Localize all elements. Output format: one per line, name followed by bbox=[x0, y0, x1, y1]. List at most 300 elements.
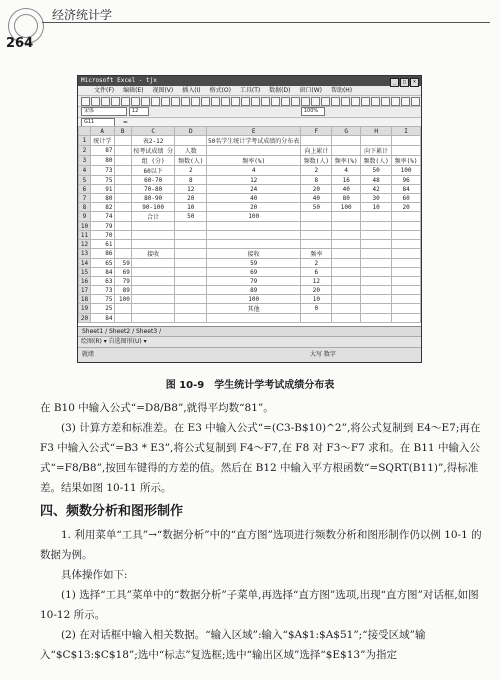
cell[interactable] bbox=[301, 136, 332, 146]
status-bar bbox=[78, 347, 422, 362]
toolbar-button-icon[interactable] bbox=[211, 97, 220, 106]
cell[interactable]: 100 bbox=[332, 203, 361, 212]
cell[interactable]: 50 bbox=[361, 166, 392, 176]
cell[interactable]: 10 bbox=[175, 203, 207, 212]
cell[interactable] bbox=[131, 286, 175, 295]
cell[interactable] bbox=[332, 249, 361, 259]
minimize-button[interactable]: _ bbox=[390, 78, 399, 87]
figure-caption: 图 10-9 学生统计学考试成绩分布表 bbox=[165, 380, 335, 391]
cell[interactable] bbox=[114, 156, 131, 166]
spreadsheet-grid bbox=[78, 126, 421, 326]
cell[interactable]: 其他 bbox=[207, 304, 301, 314]
cell[interactable] bbox=[361, 249, 392, 259]
close-button[interactable]: × bbox=[410, 78, 419, 87]
cell[interactable]: 12 bbox=[301, 277, 332, 286]
cell[interactable] bbox=[207, 231, 301, 240]
toolbar-button-icon[interactable] bbox=[121, 97, 130, 106]
cell[interactable] bbox=[175, 136, 207, 146]
table-row bbox=[79, 156, 421, 166]
table-row bbox=[79, 222, 421, 231]
column-header[interactable]: I bbox=[392, 127, 421, 136]
cell[interactable]: 频数(人) bbox=[301, 156, 332, 166]
menu-window[interactable]: 窗口(W) bbox=[299, 87, 323, 94]
decorative-circle bbox=[14, 14, 38, 38]
cell[interactable]: 40 bbox=[301, 194, 332, 203]
cell[interactable] bbox=[114, 231, 131, 240]
cell[interactable] bbox=[131, 304, 175, 314]
cell[interactable]: 60-70 bbox=[131, 176, 175, 185]
row-header[interactable]: 6 bbox=[79, 185, 91, 194]
toolbar-button-icon[interactable] bbox=[301, 97, 310, 106]
cell[interactable] bbox=[114, 249, 131, 259]
section-heading: 四、频数分析和图形制作 bbox=[40, 504, 184, 519]
cell[interactable]: 91 bbox=[90, 185, 114, 194]
cell[interactable]: 100 bbox=[114, 295, 131, 304]
table-row bbox=[79, 268, 421, 277]
toolbar-button-icon[interactable] bbox=[171, 97, 180, 106]
row-header[interactable]: 18 bbox=[79, 295, 91, 304]
cell[interactable] bbox=[332, 136, 361, 146]
font-size-select[interactable]: 12 bbox=[129, 107, 149, 116]
cell[interactable]: 24 bbox=[207, 185, 301, 194]
table-row bbox=[79, 146, 421, 156]
row-header[interactable]: 7 bbox=[79, 194, 91, 203]
cell[interactable] bbox=[301, 240, 332, 249]
column-header[interactable] bbox=[79, 127, 91, 136]
cell[interactable] bbox=[301, 212, 332, 222]
cell[interactable]: 79 bbox=[114, 277, 131, 286]
table-row bbox=[79, 212, 421, 222]
cell[interactable] bbox=[114, 304, 131, 314]
cell[interactable]: 50 bbox=[175, 212, 207, 222]
table-row bbox=[79, 176, 421, 185]
toolbar-button-icon[interactable] bbox=[131, 97, 140, 106]
cell[interactable]: 8 bbox=[175, 176, 207, 185]
drawing-toolbar bbox=[78, 336, 422, 347]
cell[interactable]: 6 bbox=[301, 268, 332, 277]
cell[interactable]: 8 bbox=[301, 176, 332, 185]
row-header[interactable]: 13 bbox=[79, 249, 91, 259]
cell[interactable]: 75 bbox=[90, 295, 114, 304]
cell[interactable]: 10 bbox=[301, 295, 332, 304]
toolbar-button-icon[interactable] bbox=[151, 97, 160, 106]
cell[interactable]: 100 bbox=[207, 212, 301, 222]
cell[interactable]: 73 bbox=[90, 166, 114, 176]
cell[interactable]: 61 bbox=[90, 240, 114, 249]
cell[interactable]: 频率(%) bbox=[392, 156, 421, 166]
cell[interactable] bbox=[392, 286, 421, 295]
cell[interactable] bbox=[114, 194, 131, 203]
cell[interactable] bbox=[392, 249, 421, 259]
cell[interactable] bbox=[361, 259, 392, 268]
cell[interactable]: 60以下 bbox=[131, 166, 175, 176]
cell[interactable]: 合计 bbox=[131, 212, 175, 222]
cell[interactable] bbox=[332, 240, 361, 249]
cell[interactable] bbox=[392, 240, 421, 249]
toolbar-button-icon[interactable] bbox=[221, 97, 230, 106]
cell[interactable]: 频率 bbox=[301, 249, 332, 259]
cell[interactable]: 87 bbox=[90, 146, 114, 156]
cell[interactable] bbox=[175, 240, 207, 249]
cell[interactable] bbox=[361, 268, 392, 277]
cell[interactable]: 20 bbox=[207, 203, 301, 212]
cell[interactable] bbox=[392, 295, 421, 304]
toolbar-button-icon[interactable] bbox=[201, 97, 210, 106]
row-header[interactable]: 12 bbox=[79, 240, 91, 249]
cell[interactable]: 频数(人) bbox=[361, 156, 392, 166]
drawing-menu[interactable]: 绘图(R) ▾ 自选图形(U) ▾ bbox=[81, 338, 147, 345]
cell[interactable]: 84 bbox=[90, 268, 114, 277]
formatting-toolbar bbox=[78, 107, 421, 118]
cell[interactable]: 84 bbox=[90, 314, 114, 323]
cell[interactable]: 96 bbox=[392, 176, 421, 185]
cell[interactable] bbox=[131, 295, 175, 304]
column-header[interactable]: B bbox=[114, 127, 131, 136]
menu-view[interactable]: 视图(V) bbox=[152, 87, 174, 94]
cell[interactable]: 84 bbox=[392, 185, 421, 194]
toolbar-button-icon[interactable] bbox=[361, 97, 370, 106]
toolbar-button-icon[interactable] bbox=[241, 97, 250, 106]
toolbar-button-icon[interactable] bbox=[311, 97, 320, 106]
paragraph: (1) 选择“工具”菜单中的“数据分析”子菜单,再选择“直方图”选项,出现“直方图”对话框,如图 10-12 所示。 bbox=[40, 589, 479, 621]
page-number: 264 bbox=[6, 36, 34, 51]
font-name-select[interactable]: 宋体 bbox=[81, 107, 127, 116]
cell[interactable] bbox=[175, 295, 207, 304]
cell[interactable] bbox=[131, 240, 175, 249]
sheet-tab-bar bbox=[78, 326, 422, 336]
cell[interactable]: 12 bbox=[175, 185, 207, 194]
table-row bbox=[79, 277, 421, 286]
row-header[interactable]: 2 bbox=[79, 146, 91, 156]
cell[interactable]: 63 bbox=[90, 277, 114, 286]
cell[interactable] bbox=[175, 222, 207, 231]
cell[interactable] bbox=[392, 222, 421, 231]
cell-table bbox=[78, 126, 421, 323]
toolbar-button-icon[interactable] bbox=[411, 97, 420, 106]
cell[interactable] bbox=[361, 304, 392, 314]
cell[interactable] bbox=[332, 222, 361, 231]
cell[interactable] bbox=[392, 259, 421, 268]
cell[interactable]: 100 bbox=[392, 166, 421, 176]
cell[interactable] bbox=[332, 277, 361, 286]
cell[interactable]: 接收 bbox=[131, 249, 175, 259]
cell[interactable] bbox=[361, 212, 392, 222]
cell[interactable]: 82 bbox=[90, 203, 114, 212]
excel-window bbox=[77, 75, 422, 363]
menu-format[interactable]: 格式(O) bbox=[209, 87, 231, 94]
cell[interactable] bbox=[361, 314, 392, 323]
table-row bbox=[79, 240, 421, 249]
cell[interactable]: 70-80 bbox=[131, 185, 175, 194]
paragraph: (3) 计算方差和标准差。在 E3 中输入公式“=(C3-B$10)^2”,将公式复制到 E4～E7;再在 F3 中输入公式“=B3 * E3”,将公式复制到 F4～F7,在 F8 对 F3～F7 求和。在 B11 中输入公式“=F8/B8”,按回车键得的方差的值。然后在 B12 中输入平方根函数“=SQRT(B11)”,得标准差。结果如图 10-11 所示。 bbox=[40, 422, 481, 494]
status-indicators: 大写 数字 bbox=[310, 351, 336, 358]
toolbar-button-icon[interactable] bbox=[251, 97, 260, 106]
toolbar-button-icon[interactable] bbox=[261, 97, 270, 106]
cell[interactable] bbox=[332, 212, 361, 222]
column-header[interactable]: A bbox=[90, 127, 114, 136]
cell[interactable]: 按考试成绩 分 bbox=[131, 146, 175, 156]
standard-toolbar bbox=[78, 96, 421, 107]
cell[interactable] bbox=[114, 240, 131, 249]
cell[interactable]: 50名学生统计学考试成绩的分布表 bbox=[207, 136, 301, 146]
row-header[interactable]: 9 bbox=[79, 212, 91, 222]
cell[interactable]: 30 bbox=[361, 194, 392, 203]
menu-file[interactable]: 文件(F) bbox=[94, 87, 115, 94]
cell[interactable]: 表2-12 bbox=[131, 136, 175, 146]
cell[interactable]: 接收 bbox=[207, 249, 301, 259]
toolbar-button-icon[interactable] bbox=[331, 97, 340, 106]
cell[interactable] bbox=[131, 222, 175, 231]
toolbar-button-icon[interactable] bbox=[351, 97, 360, 106]
cell[interactable]: 74 bbox=[90, 212, 114, 222]
cell[interactable]: 79 bbox=[207, 277, 301, 286]
cell[interactable] bbox=[131, 231, 175, 240]
cell[interactable] bbox=[207, 146, 301, 156]
cell[interactable] bbox=[332, 231, 361, 240]
cell[interactable]: 20 bbox=[301, 286, 332, 295]
cell[interactable]: 频率(%) bbox=[207, 156, 301, 166]
cell[interactable] bbox=[361, 277, 392, 286]
toolbar-button-icon[interactable] bbox=[291, 97, 300, 106]
sheet-tabs[interactable]: Sheet1 / Sheet2 / Sheet3 / bbox=[82, 328, 162, 335]
table-row bbox=[79, 259, 421, 268]
toolbar-button-icon[interactable] bbox=[341, 97, 350, 106]
cell[interactable] bbox=[175, 277, 207, 286]
cell[interactable] bbox=[131, 277, 175, 286]
row-header[interactable]: 11 bbox=[79, 231, 91, 240]
menu-insert[interactable]: 插入(I) bbox=[182, 87, 201, 94]
row-header[interactable]: 19 bbox=[79, 304, 91, 314]
cell[interactable] bbox=[392, 277, 421, 286]
column-header[interactable]: G bbox=[332, 127, 361, 136]
toolbar-button-icon[interactable] bbox=[101, 97, 110, 106]
cell[interactable]: 65 bbox=[90, 259, 114, 268]
toolbar-button-icon[interactable] bbox=[91, 97, 100, 106]
toolbar-button-icon[interactable] bbox=[141, 97, 150, 106]
column-header[interactable]: H bbox=[361, 127, 392, 136]
cell[interactable]: 20 bbox=[301, 185, 332, 194]
cell[interactable] bbox=[131, 314, 175, 323]
cell[interactable]: 20 bbox=[392, 203, 421, 212]
cell[interactable] bbox=[114, 222, 131, 231]
cell[interactable] bbox=[361, 240, 392, 249]
cell[interactable]: 10 bbox=[361, 203, 392, 212]
toolbar-button-icon[interactable] bbox=[281, 97, 290, 106]
cell[interactable]: 2 bbox=[175, 166, 207, 176]
cell[interactable] bbox=[332, 314, 361, 323]
toolbar-button-icon[interactable] bbox=[181, 97, 190, 106]
cell[interactable] bbox=[114, 146, 131, 156]
cell[interactable]: 16 bbox=[332, 176, 361, 185]
cell[interactable] bbox=[361, 222, 392, 231]
menu-help[interactable]: 帮助(H) bbox=[330, 87, 353, 94]
cell[interactable]: 2 bbox=[301, 166, 332, 176]
cell[interactable]: 统计学 bbox=[90, 136, 114, 146]
cell[interactable]: 75 bbox=[90, 176, 114, 185]
menu-edit[interactable]: 编辑(E) bbox=[123, 87, 144, 94]
cell[interactable]: 89 bbox=[207, 286, 301, 295]
toolbar-button-icon[interactable] bbox=[231, 97, 240, 106]
cell[interactable]: 25 bbox=[90, 304, 114, 314]
cell[interactable] bbox=[301, 314, 332, 323]
toolbar-button-icon[interactable] bbox=[401, 97, 410, 106]
cell[interactable] bbox=[392, 314, 421, 323]
cell[interactable] bbox=[114, 212, 131, 222]
cell[interactable] bbox=[361, 286, 392, 295]
cell[interactable]: 59 bbox=[114, 259, 131, 268]
toolbar-button-icon[interactable] bbox=[321, 97, 330, 106]
cell[interactable] bbox=[207, 222, 301, 231]
table-row bbox=[79, 249, 421, 259]
cell[interactable]: 80-90 bbox=[131, 194, 175, 203]
row-header[interactable]: 5 bbox=[79, 176, 91, 185]
cell[interactable] bbox=[114, 185, 131, 194]
column-header[interactable]: F bbox=[301, 127, 332, 136]
cell[interactable]: 4 bbox=[207, 166, 301, 176]
name-box[interactable]: G11 bbox=[81, 118, 115, 127]
cell[interactable] bbox=[175, 304, 207, 314]
cell[interactable]: 0 bbox=[301, 304, 332, 314]
cell[interactable]: 89 bbox=[114, 286, 131, 295]
cell[interactable] bbox=[361, 136, 392, 146]
cell[interactable]: 人数 bbox=[175, 146, 207, 156]
menu-tools[interactable]: 工具(T) bbox=[239, 87, 261, 94]
cell[interactable] bbox=[114, 314, 131, 323]
column-header[interactable]: E bbox=[207, 127, 301, 136]
excel-title-bar bbox=[78, 76, 421, 86]
cell[interactable]: 80 bbox=[90, 156, 114, 166]
row-header[interactable]: 15 bbox=[79, 268, 91, 277]
cell[interactable]: 频数(人) bbox=[175, 156, 207, 166]
cell[interactable]: 20 bbox=[175, 194, 207, 203]
cell[interactable] bbox=[131, 259, 175, 268]
row-header[interactable]: 17 bbox=[79, 286, 91, 295]
toolbar-button-icon[interactable] bbox=[81, 97, 90, 106]
cell[interactable]: 86 bbox=[90, 249, 114, 259]
cell[interactable] bbox=[114, 136, 131, 146]
cell[interactable] bbox=[114, 203, 131, 212]
row-header[interactable]: 10 bbox=[79, 222, 91, 231]
row-header[interactable]: 4 bbox=[79, 166, 91, 176]
cell[interactable]: 12 bbox=[207, 176, 301, 185]
toolbar-button-icon[interactable] bbox=[381, 97, 390, 106]
cell[interactable] bbox=[392, 146, 421, 156]
cell[interactable] bbox=[207, 240, 301, 249]
cell[interactable]: 48 bbox=[361, 176, 392, 185]
table-row bbox=[79, 286, 421, 295]
cell[interactable] bbox=[131, 268, 175, 277]
table-row bbox=[79, 231, 421, 240]
cell[interactable] bbox=[301, 222, 332, 231]
cell[interactable] bbox=[332, 268, 361, 277]
fx-icon: = bbox=[122, 119, 128, 126]
cell[interactable]: 向上累计 bbox=[301, 146, 332, 156]
cell[interactable] bbox=[392, 231, 421, 240]
cell[interactable]: 42 bbox=[361, 185, 392, 194]
cell[interactable] bbox=[361, 231, 392, 240]
cell[interactable] bbox=[332, 146, 361, 156]
cell[interactable] bbox=[207, 314, 301, 323]
table-row bbox=[79, 185, 421, 194]
cell[interactable] bbox=[114, 166, 131, 176]
page-header bbox=[0, 0, 500, 52]
cell[interactable] bbox=[301, 231, 332, 240]
cell[interactable]: 80 bbox=[90, 194, 114, 203]
cell[interactable] bbox=[175, 259, 207, 268]
row-header[interactable]: 16 bbox=[79, 277, 91, 286]
paragraph: (2) 在对话框中输入相关数据。“输入区域”:输入“$A$1:$A$51”;“接受区域”输入“$C$13:$C$18”;选中“标志”复选框;选中“输出区域”选择“$E$13”为指定 bbox=[40, 629, 426, 661]
cell[interactable]: 70 bbox=[90, 231, 114, 240]
cell[interactable]: 59 bbox=[207, 259, 301, 268]
table-row bbox=[79, 203, 421, 212]
column-header[interactable]: D bbox=[175, 127, 207, 136]
cell[interactable] bbox=[332, 304, 361, 314]
toolbar-button-icon[interactable] bbox=[161, 97, 170, 106]
cell[interactable] bbox=[332, 259, 361, 268]
cell[interactable] bbox=[332, 286, 361, 295]
cell[interactable] bbox=[114, 176, 131, 185]
cell[interactable] bbox=[392, 268, 421, 277]
cell[interactable]: 40 bbox=[207, 194, 301, 203]
cell[interactable] bbox=[175, 231, 207, 240]
cell[interactable] bbox=[175, 268, 207, 277]
cell[interactable] bbox=[175, 314, 207, 323]
cell[interactable]: 向下累计 bbox=[361, 146, 392, 156]
toolbar-button-icon[interactable] bbox=[271, 97, 280, 106]
cell[interactable] bbox=[392, 136, 421, 146]
cell[interactable]: 60 bbox=[392, 194, 421, 203]
menu-data[interactable]: 数据(D) bbox=[269, 87, 291, 94]
row-header[interactable]: 14 bbox=[79, 259, 91, 268]
cell[interactable]: 50 bbox=[301, 203, 332, 212]
row-header[interactable]: 8 bbox=[79, 203, 91, 212]
column-header[interactable]: C bbox=[131, 127, 175, 136]
cell[interactable] bbox=[332, 295, 361, 304]
cell[interactable]: 73 bbox=[90, 286, 114, 295]
table-row bbox=[79, 295, 421, 304]
cell[interactable] bbox=[392, 304, 421, 314]
cell[interactable]: 80 bbox=[332, 194, 361, 203]
cell[interactable]: 100 bbox=[207, 295, 301, 304]
cell[interactable]: 频率(%) bbox=[332, 156, 361, 166]
cell[interactable] bbox=[392, 212, 421, 222]
cell[interactable]: 组 (分) bbox=[131, 156, 175, 166]
cell[interactable]: 90-100 bbox=[131, 203, 175, 212]
zoom-select[interactable]: 100% bbox=[301, 107, 325, 116]
toolbar-button-icon[interactable] bbox=[111, 97, 120, 106]
cell[interactable]: 40 bbox=[332, 185, 361, 194]
toolbar-button-icon[interactable] bbox=[421, 97, 422, 106]
cell[interactable] bbox=[175, 249, 207, 259]
toolbar-button-icon[interactable] bbox=[371, 97, 380, 106]
cell[interactable]: 79 bbox=[90, 222, 114, 231]
cell[interactable]: 2 bbox=[301, 259, 332, 268]
maximize-button[interactable]: □ bbox=[400, 78, 409, 87]
table-row bbox=[79, 304, 421, 314]
cell[interactable] bbox=[175, 286, 207, 295]
toolbar-button-icon[interactable] bbox=[191, 97, 200, 106]
cell[interactable] bbox=[361, 295, 392, 304]
row-header[interactable]: 20 bbox=[79, 314, 91, 323]
cell[interactable]: 69 bbox=[207, 268, 301, 277]
row-header[interactable]: 1 bbox=[79, 136, 91, 146]
cell[interactable]: 4 bbox=[332, 166, 361, 176]
paragraph: 具体操作如下: bbox=[61, 569, 128, 581]
table-row bbox=[79, 194, 421, 203]
row-header[interactable]: 3 bbox=[79, 156, 91, 166]
toolbar-button-icon[interactable] bbox=[391, 97, 400, 106]
cell[interactable]: 69 bbox=[114, 268, 131, 277]
